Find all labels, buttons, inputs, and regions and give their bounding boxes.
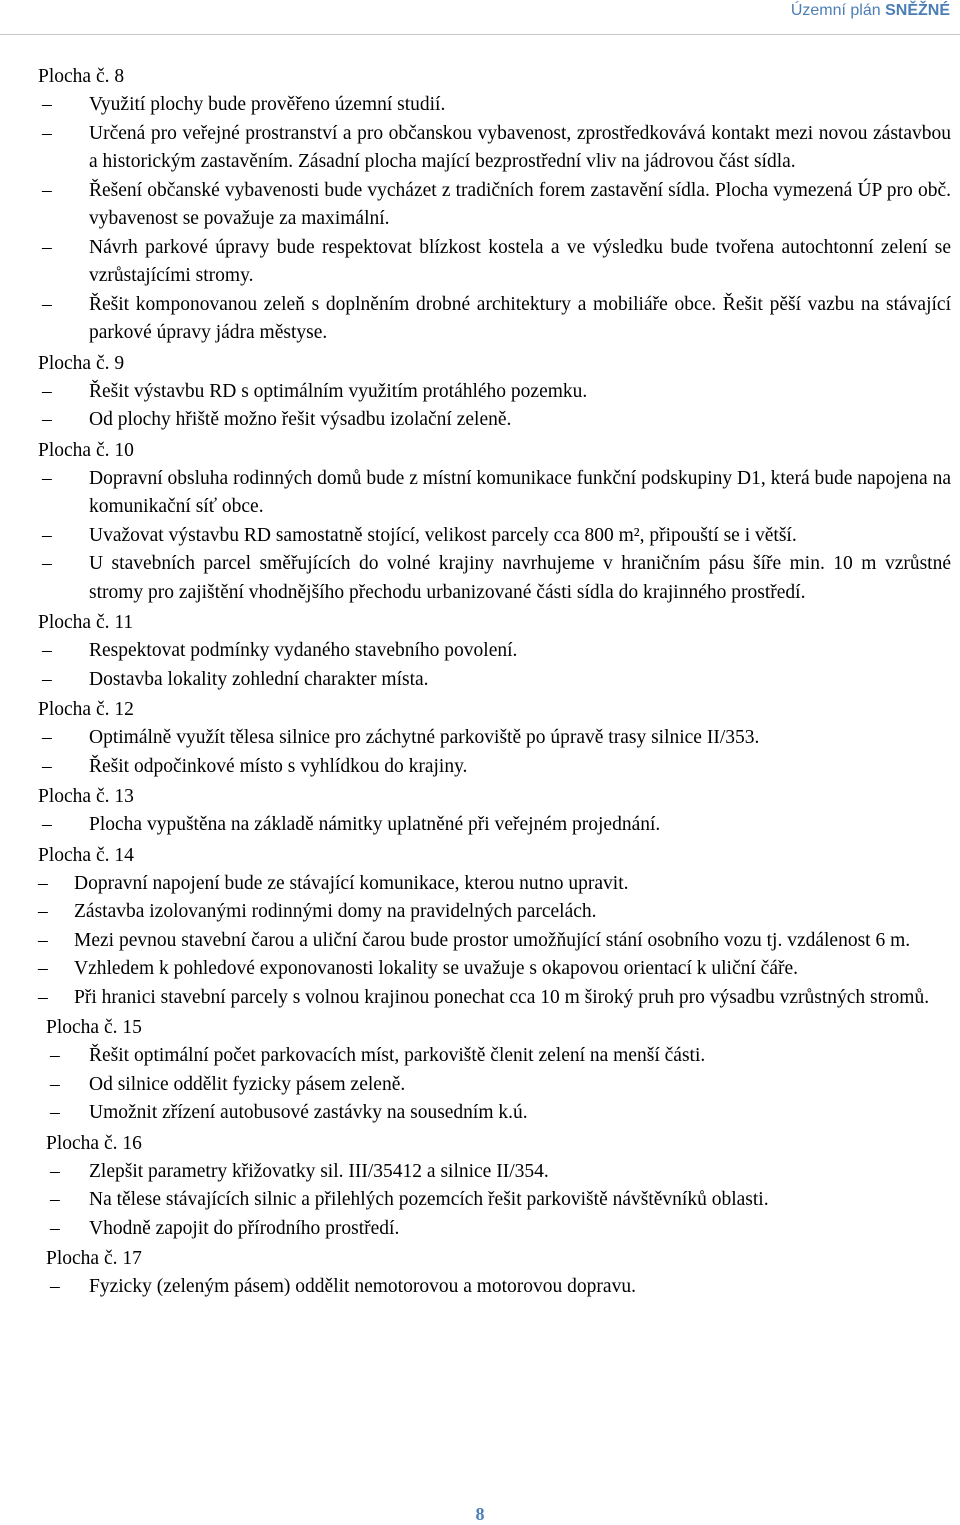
- section-plocha-15: [0, 1013, 960, 1128]
- document-header: [791, 2, 950, 20]
- list-item: – Vhodně zapojit do přírodního prostředí.: [0, 1215, 960, 1244]
- section-heading: Plocha č. 8: [38, 66, 125, 87]
- list-item: – Vzhledem k pohledové exponovanosti lokality se uvažuje s okapovou orientací k uliční čáře.: [0, 955, 960, 984]
- section-heading: Plocha č. 9: [38, 352, 125, 374]
- section-heading: Plocha č. 12: [38, 699, 134, 720]
- list-item: – Umožnit zřízení autobusové zastávky na sousedním k.ú.: [0, 1099, 960, 1128]
- list-item: – Řešení občanské vybavenosti bude vycházet z tradičních forem zastavění sídla. Plocha vymezená ÚP pro obč. vybavenost se považuje za maximální.: [0, 177, 960, 234]
- list-item: – Určená pro veřejné prostranství a pro občanskou vybavenost, zprostředkovává kontakt mezi novou zástavbou a historickým zastavěním. Zásadní plocha mající bezprostřední vliv na jádrovou část sídla.: [0, 120, 960, 177]
- list-item: – Návrh parkové úpravy bude respektovat blízkost kostela a ve výsledku bude tvořena autochtonní zelení se vzrůstajícími stromy.: [0, 234, 960, 291]
- section-heading: Plocha č. 11: [38, 612, 134, 633]
- section-plocha-13: [0, 782, 960, 840]
- list-item: – Mezi pevnou stavební čarou a uliční čarou bude prostor umožňující stání osobního vozu tj. vzdálenost 6 m.: [0, 927, 960, 956]
- page-number: 8: [475, 1504, 485, 1524]
- section-plocha-9: [0, 349, 960, 435]
- list-item: – Řešit odpočinkové místo s vyhlídkou do krajiny.: [0, 753, 960, 782]
- list-item: – Respektovat podmínky vydaného stavebního povolení.: [0, 637, 960, 666]
- bullet-list: [0, 1273, 960, 1302]
- list-item: – Optimálně využít tělesa silnice pro záchytné parkoviště po úpravě trasy silnice II/353.: [0, 724, 960, 753]
- list-item: – Řešit komponovanou zeleň s doplněním drobné architektury a mobiliáře obce. Řešit pěší vazbu na stávající parkové úpravy jádra městyse.: [0, 291, 960, 348]
- list-item: – Dostavba lokality zohlední charakter místa.: [0, 666, 960, 695]
- bullet-list: [0, 378, 960, 435]
- bullet-list: [0, 811, 960, 840]
- list-item: – Na tělese stávajících silnic a přilehlých pozemcích řešit parkoviště návštěvníků oblasti.: [0, 1186, 960, 1215]
- bullet-list: [0, 1158, 960, 1244]
- section-plocha-8: [0, 62, 960, 348]
- section-heading: Plocha č. 14: [38, 844, 134, 866]
- bullet-list: [0, 91, 960, 348]
- list-item: – Řešit výstavbu RD s optimálním využitím protáhlého pozemku.: [0, 378, 960, 407]
- bullet-list: [0, 1042, 960, 1128]
- bullet-list: [0, 724, 960, 781]
- list-item: – Uvažovat výstavbu RD samostatně stojící, velikost parcely cca 800 m², připouští se i větší.: [0, 522, 960, 551]
- section-heading: Plocha č. 10: [38, 439, 134, 461]
- document-body: [0, 61, 960, 1302]
- section-heading: Plocha č. 16: [46, 1132, 142, 1154]
- list-item: – Od plochy hřiště možno řešit výsadbu izolační zeleně.: [0, 406, 960, 435]
- header-title-prefix: Územní plán: [790, 2, 881, 19]
- list-item: – Od silnice oddělit fyzicky pásem zeleně.: [0, 1071, 960, 1100]
- section-plocha-17: [0, 1244, 960, 1302]
- section-plocha-16: [0, 1129, 960, 1244]
- section-plocha-14: [0, 841, 960, 1013]
- list-item: – Řešit optimální počet parkovacích míst, parkoviště členit zelení na menší části.: [0, 1042, 960, 1071]
- list-item: – U stavebních parcel směřujících do volné krajiny navrhujeme v hraničním pásu šíře min. 10 m vzrůstné stromy pro zajištění vhodnějšího přechodu urbanizované části sídla do krajinného prostředí.: [0, 550, 960, 607]
- section-heading: Plocha č. 15: [46, 1017, 142, 1038]
- header-title-name: SNĚŽNÉ: [885, 2, 950, 19]
- list-item: – Zlepšit parametry křižovatky sil. III/35412 a silnice II/354.: [0, 1158, 960, 1187]
- list-item: – Plocha vypuštěna na základě námitky uplatněné při veřejném projednání.: [0, 811, 960, 840]
- list-item: – Při hranici stavební parcely s volnou krajinou ponechat cca 10 m široký pruh pro výsadbu vzrůstných stromů.: [0, 984, 960, 1013]
- list-item: – Zástavba izolovanými rodinnými domy na pravidelných parcelách.: [0, 898, 960, 927]
- header-divider: [0, 34, 960, 35]
- list-item: – Dopravní obsluha rodinných domů bude z místní komunikace funkční podskupiny D1, která bude napojena na komunikační síť obce.: [0, 465, 960, 522]
- list-item: – Fyzicky (zeleným pásem) oddělit nemotorovou a motorovou dopravu.: [0, 1273, 960, 1302]
- section-heading: Plocha č. 17: [46, 1248, 142, 1269]
- section-plocha-12: [0, 695, 960, 781]
- section-plocha-11: [0, 608, 960, 694]
- bullet-list: [0, 870, 960, 1013]
- bullet-list: [0, 637, 960, 694]
- section-plocha-10: [0, 436, 960, 608]
- section-heading: Plocha č. 13: [38, 786, 134, 807]
- list-item: – Dopravní napojení bude ze stávající komunikace, kterou nutno upravit.: [0, 870, 960, 899]
- list-item: – Využití plochy bude prověřeno územní studií.: [0, 91, 960, 120]
- bullet-list: [0, 465, 960, 608]
